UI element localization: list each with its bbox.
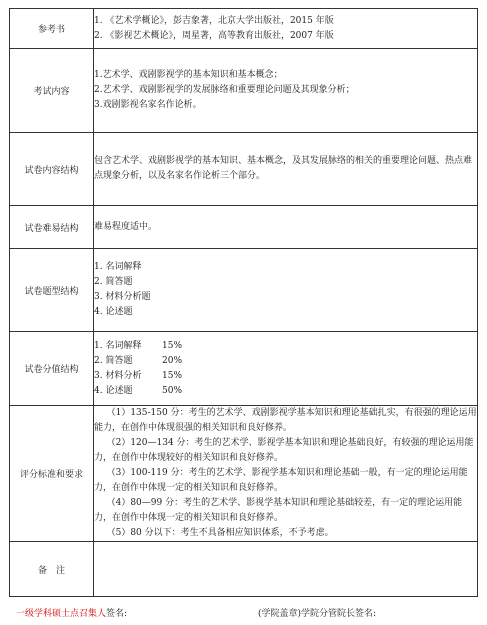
exam-outline-table: [9, 8, 478, 597]
reference-item: 1. 《艺术学概论》，彭吉象著，北京大学出版社，2015 年版: [94, 15, 334, 26]
score-row: [94, 384, 477, 399]
difficulty-content: [94, 206, 478, 249]
question-type-item: 4. 论述题: [94, 307, 133, 317]
row-references: [10, 9, 478, 49]
convener-signature: [16, 606, 127, 619]
score-row: [94, 339, 477, 354]
score-row-name: 4. 论述题: [94, 385, 133, 396]
convener-title: 一级学科硕士点召集人: [16, 609, 107, 619]
grading-item: （1）135-150 分：考生的艺术学、戏剧影视学基本知识和理论基础扎实，有很强的理论运用能力，在创作中体现很强的相关知识和良好修养。: [94, 408, 477, 433]
references-content: [94, 9, 478, 49]
question-type-item: 1. 名词解释: [94, 262, 142, 272]
score-row: [94, 354, 477, 369]
score-distribution-label: 试卷分值结构: [10, 332, 94, 406]
score-distribution-content: [94, 332, 478, 406]
exam-content-label: 考试内容: [10, 49, 94, 133]
grading-item: （5）80 分以下：考生不具备相应知识体系，不予考虑。: [106, 528, 334, 538]
row-question-types: [10, 249, 478, 332]
difficulty-text: 难易程度适中。: [94, 221, 158, 232]
row-exam-content: [10, 49, 478, 133]
convener-sign-label: 签名:: [106, 609, 128, 619]
signature-footer: [0, 606, 487, 620]
score-row-value: 15%: [162, 340, 183, 351]
paper-structure-content: [94, 133, 478, 206]
grading-label: 评分标准和要求: [10, 406, 94, 542]
exam-content-content: [94, 49, 478, 133]
score-row-value: 15%: [162, 370, 183, 381]
reference-item: 2. 《影视艺术概论》，周星著，高等教育出版社，2007 年版: [94, 30, 334, 41]
paper-structure-label: 试卷内容结构: [10, 133, 94, 206]
score-row-name: 3. 材料分析: [94, 370, 142, 381]
remarks-content: [94, 542, 478, 597]
question-type-item: 2. 简答题: [94, 277, 133, 287]
score-row-value: 20%: [162, 355, 183, 366]
score-row-name: 2. 简答题: [94, 355, 133, 366]
score-row-name: 1. 名词解释: [94, 340, 142, 351]
row-paper-structure: [10, 133, 478, 206]
row-difficulty: [10, 206, 478, 249]
row-grading: [10, 406, 478, 542]
remarks-label: 备 注: [10, 542, 94, 597]
grading-item: （3）100-119 分：考生的艺术学、影视学基本知识和理论基础一般，有一定的理论运用能力，在创作中体现一定的相关知识和良好修养。: [94, 468, 468, 493]
score-row-value: 50%: [162, 385, 183, 396]
grading-item: （2）120—134 分：考生的艺术学、影视学基本知识和理论基础良好，有较强的理论运用能力，在创作中体现较好的相关知识和良好修养。: [94, 438, 474, 463]
references-label: 参考书: [10, 9, 94, 49]
score-row: [94, 369, 477, 384]
exam-content-item: 3.戏剧影视名家名作论析。: [94, 100, 202, 110]
row-remarks: [10, 542, 478, 597]
question-types-content: [94, 249, 478, 332]
question-types-label: 试卷题型结构: [10, 249, 94, 332]
grading-item: （4）80—99 分：考生的艺术学、影视学基本知识和理论基础较差，有一定的理论运用能力，在创作中体现一定的相关知识和良好修养。: [94, 498, 463, 523]
exam-content-item: 2.艺术学、戏剧影视学的发展脉络和重要理论问题及其现象分析；: [94, 85, 355, 95]
dean-signature-label: (学院盖章)学院分管院长签名:: [258, 609, 377, 619]
exam-content-item: 1.艺术学、戏剧影视学的基本知识和基本概念；: [94, 70, 283, 80]
difficulty-label: 试卷难易结构: [10, 206, 94, 249]
row-score-distribution: [10, 332, 478, 406]
grading-content: [94, 406, 478, 542]
question-type-item: 3. 材料分析题: [94, 292, 151, 302]
paper-structure-text: 包含艺术学、戏剧影视学的基本知识、基本概念，及其发展脉络的相关的重要理论问题、热点难点现象分析，以及名家名作论析三个部分。: [94, 156, 473, 181]
